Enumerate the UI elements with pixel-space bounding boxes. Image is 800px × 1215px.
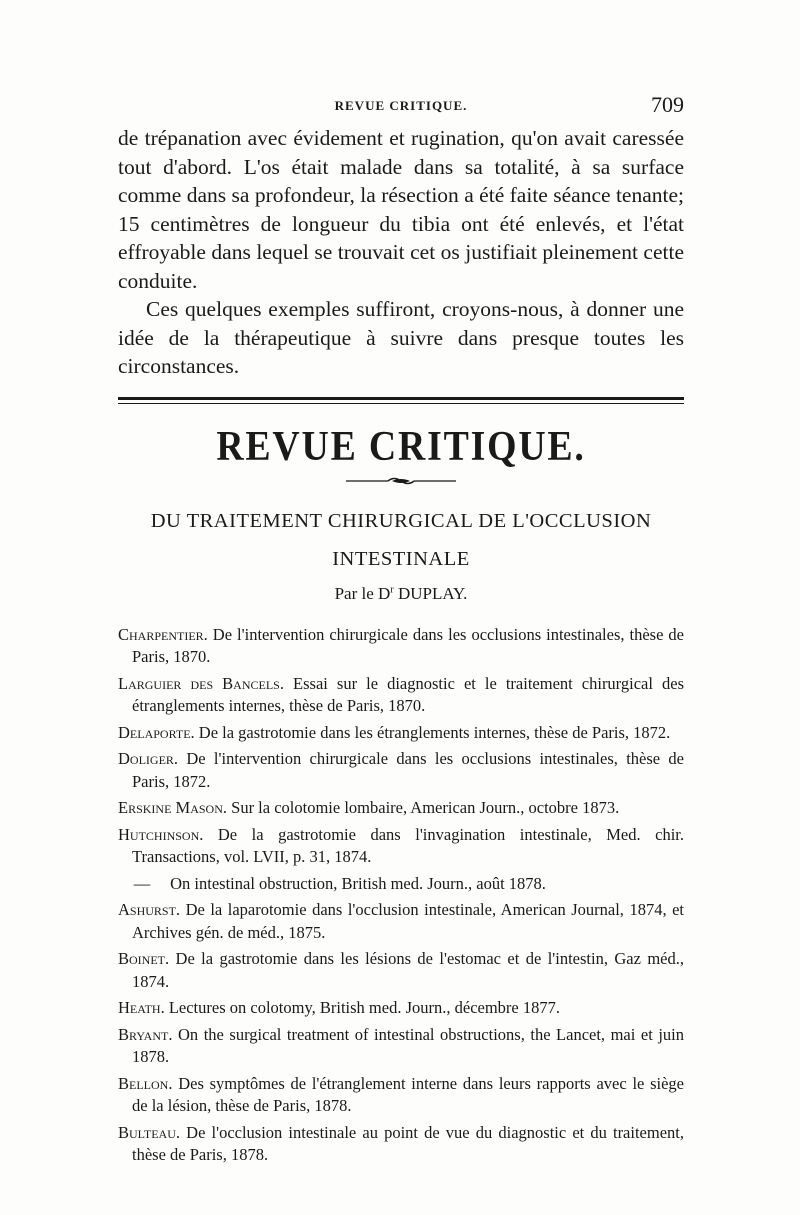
byline-sup: r (390, 583, 394, 595)
byline-prefix: Par le D (334, 583, 391, 603)
reference-author: Boinet. (118, 949, 170, 968)
reference-item (118, 722, 684, 745)
reference-item (118, 673, 684, 718)
reference-item (118, 899, 684, 944)
intro-paragraph-2: Ces quelques exemples suffiront, croyons-nous, à donner une idée de la thérapeutique à suivre dans presque toutes les circonstances. (118, 297, 684, 378)
reference-text: De la gastrotomie dans les étranglements internes, thèse de Paris, 1872. (194, 722, 671, 742)
reference-text: De l'intervention chirurgicale dans les occlusions intestinales, thèse de Paris, 1870. (132, 624, 684, 666)
reference-text: On intestinal obstruction, British med. Journ., août 1878. (166, 873, 546, 893)
reference-text: De la gastrotomie dans l'invagination intestinale, Med. chir. Transactions, vol. LVII, p. 31, 1874. (132, 824, 684, 866)
ditto-dash: — (133, 873, 151, 893)
reference-author: Erskine Mason. (118, 798, 228, 817)
reference-author: Charpentier. (118, 624, 208, 644)
reference-item (118, 1122, 684, 1167)
intro-text (118, 124, 684, 381)
reference-author: Bryant. (118, 1024, 173, 1044)
page (118, 92, 684, 1171)
reference-author: Doliger. (118, 749, 179, 768)
reference-text: De la gastrotomie dans les lésions de l'estomac et de l'intestin, Gaz méd., 1874. (132, 949, 684, 991)
reference-item (118, 824, 684, 869)
divider-thin-rule (118, 403, 684, 404)
reference-text: Essai sur le diagnostic et le traitement chirurgical des étranglements internes, thèse de Paris, 1870. (132, 673, 684, 715)
reference-author: Hutchinson. (118, 824, 204, 844)
reference-item (118, 797, 684, 820)
article-title-line-1: DU TRAITEMENT CHIRURGICAL DE L'OCCLUSION (150, 509, 652, 532)
reference-item (118, 748, 684, 793)
divider-thick-rule (118, 397, 684, 400)
running-title: REVUE CRITIQUE. (334, 98, 468, 113)
reference-author: Bellon. (118, 1073, 173, 1093)
reference-author: Delaporte. (118, 722, 195, 742)
reference-author: Ashurst. (118, 900, 181, 919)
reference-list (118, 624, 684, 1167)
intro-paragraph-1: de trépanation avec évidement et rugination, qu'on avait caressée tout d'abord. L'os était malade dans sa totalité, à sa surface comme dans sa profondeur, la résection a été faite séance tenante; 15 centimètres de longueur du tibia ont été enlevés, et l'état effroyable dans lequel se trouvait cet os justifiait pleinement cette conduite. (118, 126, 684, 293)
page-header (118, 92, 684, 124)
reference-text: Lectures on colotomy, British med. Journ., décembre 1877. (164, 998, 561, 1017)
article-title (118, 502, 684, 578)
reference-item (118, 624, 684, 669)
byline (118, 584, 684, 604)
page-number: 709 (651, 92, 684, 117)
reference-text: Sur la colotomie lombaire, American Journ., octobre 1873. (227, 798, 620, 817)
byline-author: DUPLAY. (393, 583, 468, 603)
reference-text: De la laparotomie dans l'occlusion intestinale, American Journal, 1874, et Archives gén. de méd., 1875. (132, 900, 684, 942)
section-divider (118, 397, 684, 404)
section-title: REVUE CRITIQUE. (216, 423, 586, 470)
ornament-divider-icon (346, 476, 456, 486)
article-title-line-2: INTESTINALE (332, 547, 470, 570)
reference-author: Bulteau. (118, 1122, 181, 1142)
reference-item (118, 1024, 684, 1069)
reference-text: Des symptômes de l'étranglement interne dans leurs rapports avec le siège de la lésion, thèse de Paris, 1878. (132, 1073, 684, 1115)
reference-item (118, 1073, 684, 1118)
reference-author: Larguier des Bancels. (118, 673, 284, 693)
reference-item (118, 997, 684, 1020)
reference-author: Heath. (118, 998, 165, 1017)
reference-item (118, 873, 684, 896)
reference-item (118, 948, 684, 993)
reference-text: On the surgical treatment of intestinal obstructions, the Lancet, mai et juin 1878. (132, 1024, 684, 1066)
reference-text: De l'intervention chirurgicale dans les occlusions intestinales, thèse de Paris, 1872. (132, 749, 684, 791)
reference-text: De l'occlusion intestinale au point de vue du diagnostic et du traitement, thèse de Paris, 1878. (132, 1122, 684, 1164)
